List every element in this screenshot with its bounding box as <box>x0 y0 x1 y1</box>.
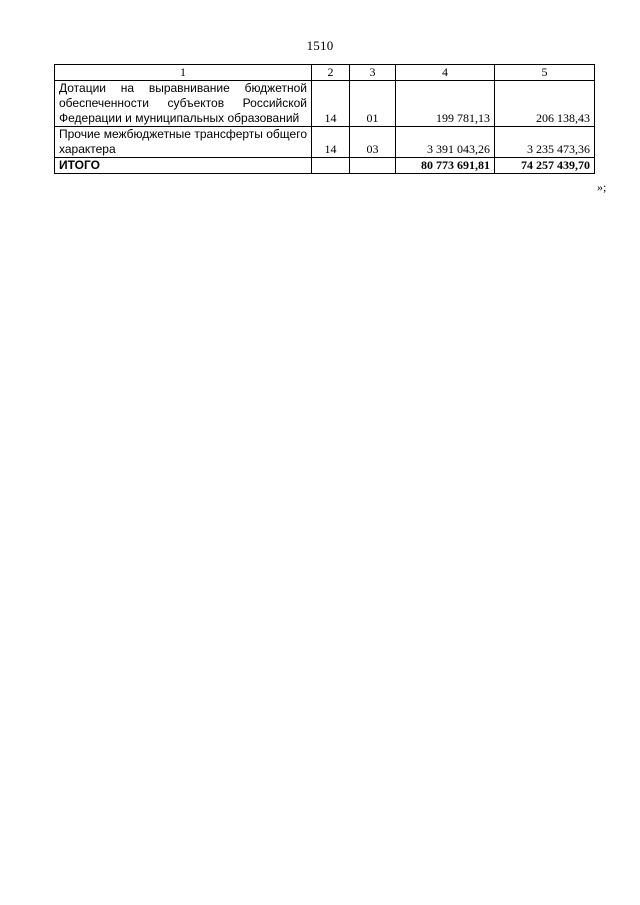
row-section-cell: 14 <box>312 127 350 158</box>
page-number: 1510 <box>306 38 334 53</box>
row-name-cell: Дотации на выравнивание бюджетной обеспеченности субъектов Российской Федерации и муниципальных образований <box>55 81 312 127</box>
row-amount-1-cell: 199 781,13 <box>396 81 495 127</box>
row-subsection-cell: 03 <box>350 127 396 158</box>
header-cell-col-1: 1 <box>55 65 312 81</box>
total-empty-cell <box>350 158 396 174</box>
row-amount-2-cell: 3 235 473,36 <box>495 127 595 158</box>
row-name-cell: Прочие межбюджетные трансферты общего характера <box>55 127 312 158</box>
table-row <box>55 81 595 127</box>
total-amount-1-cell: 80 773 691,81 <box>396 158 495 174</box>
header-cell-col-4: 4 <box>396 65 495 81</box>
header-cell-col-3: 3 <box>350 65 396 81</box>
header-cell-col-2: 2 <box>312 65 350 81</box>
total-amount-2-cell: 74 257 439,70 <box>495 158 595 174</box>
row-section-cell: 14 <box>312 81 350 127</box>
budget-table <box>54 64 595 174</box>
row-amount-2-cell: 206 138,43 <box>495 81 595 127</box>
row-amount-1-cell: 3 391 043,26 <box>396 127 495 158</box>
row-subsection-cell: 01 <box>350 81 396 127</box>
closing-quote-mark: »; <box>597 180 607 194</box>
table-row <box>55 127 595 158</box>
header-cell-col-5: 5 <box>495 65 595 81</box>
total-label-cell: ИТОГО <box>55 158 312 174</box>
total-empty-cell <box>312 158 350 174</box>
table-header-row <box>55 65 595 81</box>
total-row <box>55 158 595 174</box>
